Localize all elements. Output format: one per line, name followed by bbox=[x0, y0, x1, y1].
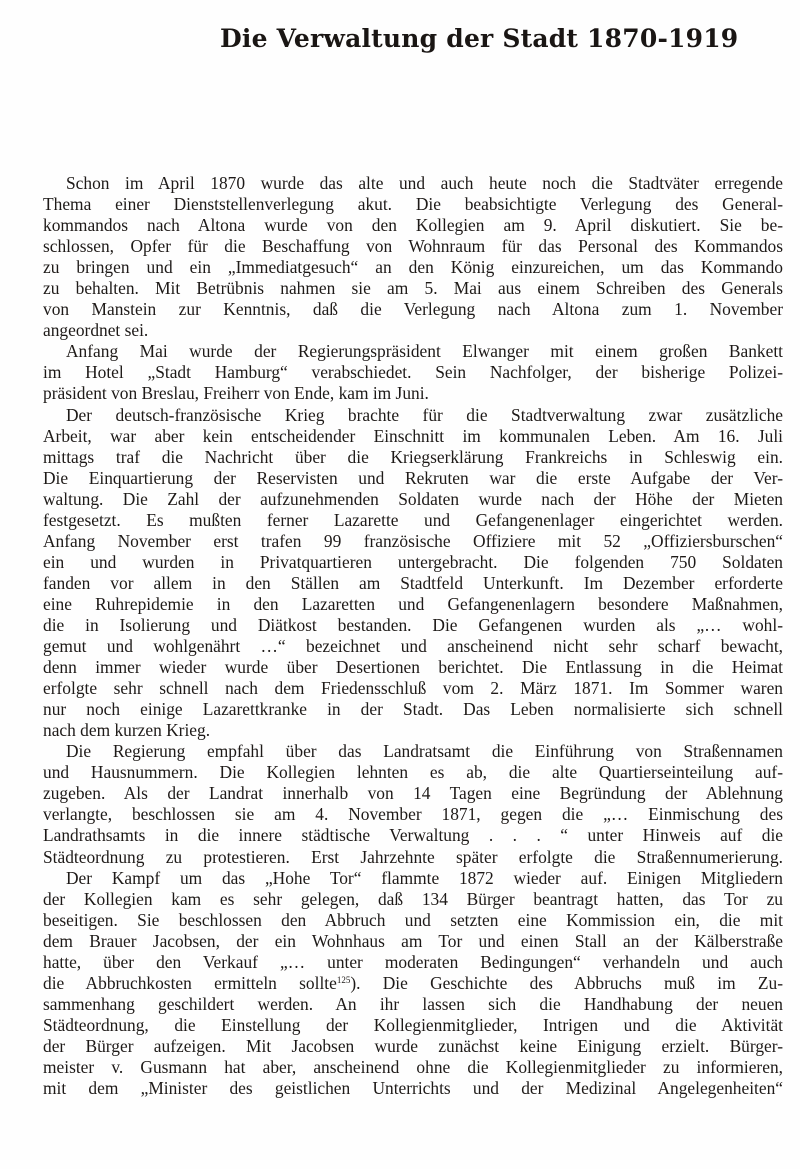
text-line bbox=[43, 257, 783, 278]
text-line-content: mit dem „Minister des geistlichen Unterrichts und der Medizinal Angelegenheiten“ bbox=[43, 1078, 783, 1099]
text-line bbox=[43, 215, 783, 236]
text-line-content: Schon im April 1870 wurde das alte und auch heute noch die Stadtväter erregende bbox=[66, 173, 783, 193]
text-line bbox=[43, 868, 783, 889]
text-line-content: der Kollegien kam es sehr gelegen, daß 134 Bürger beantragt hatten, das Tor zu bbox=[43, 888, 783, 909]
text-line bbox=[43, 973, 783, 994]
text-line bbox=[43, 889, 783, 910]
text-line-content: nur noch einige Lazarettkranke in der Stadt. Das Leben normalisierte sich schnell bbox=[43, 699, 783, 720]
text-line-content: sammenhang geschildert werden. An ihr lassen sich die Handhabung der neuen bbox=[43, 993, 783, 1014]
text-line bbox=[43, 783, 783, 804]
text-line-content: die Abbruchkosten ermitteln sollte bbox=[43, 972, 337, 993]
text-line bbox=[43, 720, 783, 741]
text-line-content: kommandos nach Altona wurde von den Kollegien am 9. April diskutiert. Sie be- bbox=[43, 215, 783, 236]
text-line bbox=[43, 825, 783, 846]
text-line-content: ein und wurden in Privatquartieren untergebracht. Die folgenden 750 Soldaten bbox=[43, 551, 783, 572]
text-line-content: waltung. Die Zahl der aufzunehmenden Soldaten wurde nach der Höhe der Mieten bbox=[43, 488, 783, 509]
text-line-content: Arbeit, war aber kein entscheidender Einschnitt im kommunalen Leben. Am 16. Juli bbox=[43, 425, 783, 446]
text-line-content: zu bringen und ein „Immediatgesuch“ an den König einzureichen, um das Kommando bbox=[43, 257, 783, 278]
text-line-content: fanden vor allem in den Ställen am Stadtfeld Unterkunft. Im Dezember erforderte bbox=[43, 572, 783, 593]
text-line bbox=[43, 531, 783, 552]
text-line-content: Landrathsamts in die innere städtische Verwaltung . . . “ unter Hinweis auf die bbox=[43, 825, 783, 846]
text-line-content: Anfang Mai wurde der Regierungspräsident Elwanger mit einem großen Bankett bbox=[66, 341, 783, 362]
text-line-content: Thema einer Dienststellenverlegung akut. Die beabsichtigte Verlegung des General- bbox=[43, 194, 783, 215]
text-line bbox=[43, 320, 783, 341]
text-line bbox=[43, 278, 783, 299]
text-line-content: erfolgte sehr schnell nach dem Friedensschluß vom 2. März 1871. Im Sommer waren bbox=[43, 678, 783, 699]
text-line-content: denn immer wieder wurde über Desertionen berichtet. Die Entlassung in die Heimat bbox=[43, 657, 783, 678]
text-line-content: meister v. Gusmann hat aber, anscheinend ohne die Kollegienmitglieder zu informieren, bbox=[43, 1056, 783, 1077]
text-line bbox=[43, 299, 783, 320]
text-line bbox=[43, 173, 783, 194]
text-line-content: im Hotel „Stadt Hamburg“ verabschiedet. Sein Nachfolger, der bisherige Polizei- bbox=[43, 362, 783, 383]
text-line bbox=[43, 468, 783, 489]
text-line bbox=[43, 573, 783, 594]
text-line bbox=[43, 1057, 783, 1078]
text-line-content: Der deutsch-französische Krieg brachte für die Stadtverwaltung zwar zusätzliche bbox=[66, 404, 783, 425]
text-line bbox=[43, 552, 783, 573]
text-line-content: die in Isolierung und Diätkost bestanden. Die Gefangenen wurden als „… wohl- bbox=[43, 614, 783, 635]
text-line-content: dem Brauer Jacobsen, der ein Wohnhaus am Tor und einen Stall an der Kälberstraße bbox=[43, 930, 783, 951]
text-line-content: beseitigen. Sie beschlossen den Abbruch und setzten eine Kommission ein, die mit bbox=[43, 909, 783, 930]
text-line-content: zu behalten. Mit Betrübnis nahmen sie am 5. Mai aus einem Schreiben des Generals bbox=[43, 278, 783, 299]
text-line bbox=[43, 762, 783, 783]
text-line-content: der Bürger aufzeigen. Mit Jacobsen wurde zunächst keine Einigung erzielt. Bürger- bbox=[43, 1035, 783, 1056]
text-line bbox=[43, 594, 783, 615]
text-line bbox=[43, 447, 783, 468]
text-line-continuation: ). Die Geschichte des Abbruchs muß im Zu- bbox=[350, 972, 783, 993]
text-line bbox=[43, 341, 783, 362]
text-line bbox=[43, 847, 783, 868]
text-line bbox=[43, 362, 783, 383]
text-line bbox=[43, 1015, 783, 1036]
text-line-content: Die Einquartierung der Reservisten und Rekruten war die erste Aufgabe der Ver- bbox=[43, 467, 783, 488]
text-line bbox=[43, 383, 783, 404]
text-line-content: festgesetzt. Es mußten ferner Lazarette und Gefangenenlager eingerichtet werden. bbox=[43, 509, 783, 530]
text-line-content: und Hausnummern. Die Kollegien lehnten es ab, die alte Quartierseinteilung auf- bbox=[43, 762, 783, 783]
text-line-content: Städteordnung, die Einstellung der Kollegienmitglieder, Intrigen und die Aktivität bbox=[43, 1014, 783, 1035]
text-line-content: verlangte, beschlossen sie am 4. November 1871, gegen die „… Einmischung des bbox=[43, 804, 783, 825]
text-line bbox=[43, 741, 783, 762]
text-line-content: präsident von Breslau, Freiherr von Ende, kam im Juni. bbox=[43, 383, 429, 404]
text-line bbox=[43, 636, 783, 657]
text-line-content: schlossen, Opfer für die Beschaffung von Wohnraum für das Personal des Kommandos bbox=[43, 236, 783, 257]
text-line-content: gemut und wohlgenährt …“ bezeichnet und anscheinend nicht sehr scharf bewacht, bbox=[43, 636, 783, 657]
text-line bbox=[43, 1036, 783, 1057]
text-line-content: Die Regierung empfahl über das Landratsamt die Einführung von Straßennamen bbox=[66, 741, 783, 762]
text-line-content: hatte, über den Verkauf „… unter moderaten Bedingungen“ verhandeln und auch bbox=[43, 951, 783, 972]
text-line-content: von Manstein zur Kenntnis, daß die Verlegung nach Altona zum 1. November bbox=[43, 299, 783, 320]
text-line-content: eine Ruhrepidemie in den Lazaretten und Gefangenenlagern besondere Maßnahmen, bbox=[43, 593, 783, 614]
body-text bbox=[43, 173, 783, 1099]
text-line bbox=[43, 510, 783, 531]
text-line bbox=[43, 426, 783, 447]
text-line bbox=[43, 678, 783, 699]
footnote-reference: 125 bbox=[336, 974, 351, 985]
text-line bbox=[43, 657, 783, 678]
text-line-content: mittags traf die Nachricht über die Kriegserklärung Frankreichs in Schleswig ein. bbox=[43, 446, 783, 467]
text-line bbox=[43, 952, 783, 973]
text-line bbox=[43, 931, 783, 952]
text-line-content: zugeben. Als der Landrat innerhalb von 14 Tagen eine Begründung der Ablehnung bbox=[43, 783, 783, 804]
text-line bbox=[43, 1078, 783, 1099]
text-line bbox=[43, 615, 783, 636]
text-line bbox=[43, 236, 783, 257]
text-line bbox=[43, 699, 783, 720]
text-line bbox=[43, 994, 783, 1015]
text-line bbox=[43, 405, 783, 426]
text-line bbox=[43, 489, 783, 510]
text-line-content: Der Kampf um das „Hohe Tor“ flammte 1872 wieder auf. Einigen Mitgliedern bbox=[66, 867, 783, 888]
page-title: Die Verwaltung der Stadt 1870-1919 bbox=[220, 24, 739, 53]
text-line-content: angeordnet sei. bbox=[43, 320, 149, 341]
text-line-content: Anfang November erst trafen 99 französische Offiziere mit 52 „Offiziersburschen“ bbox=[43, 530, 783, 551]
text-line bbox=[43, 910, 783, 931]
text-line-content: nach dem kurzen Krieg. bbox=[43, 720, 211, 741]
text-line-content: Städteordnung zu protestieren. Erst Jahrzehnte später erfolgte die Straßennumerierung. bbox=[43, 846, 783, 867]
text-line bbox=[43, 804, 783, 825]
text-line bbox=[43, 194, 783, 215]
